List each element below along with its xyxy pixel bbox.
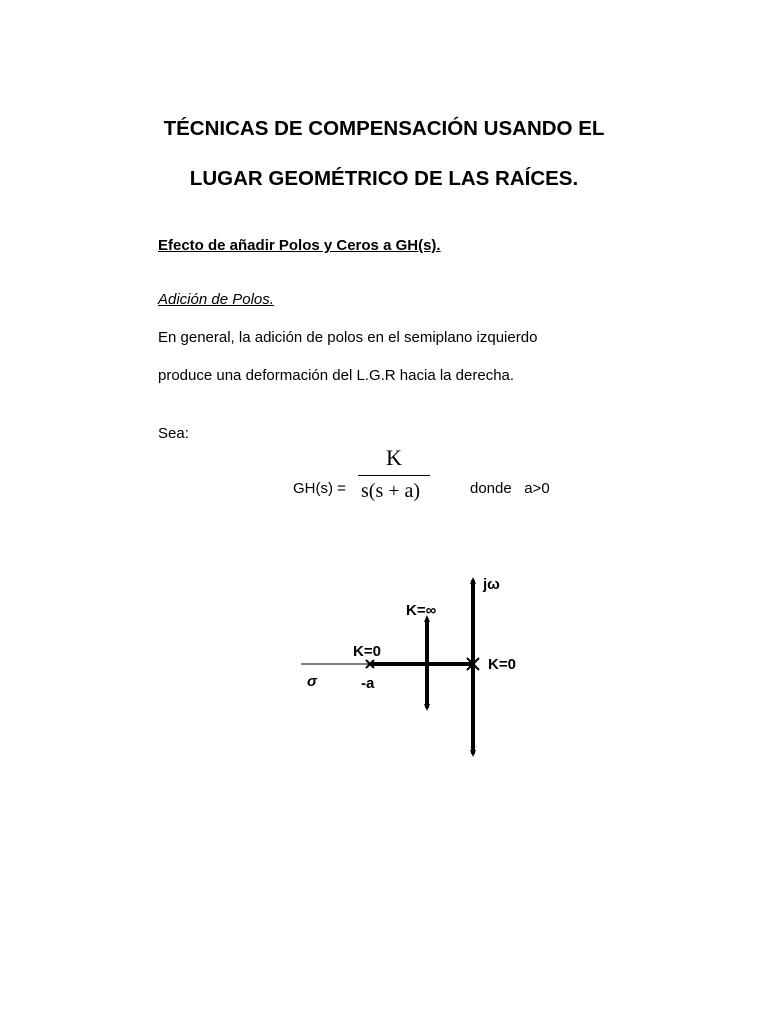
formula-condition: donde a>0 — [470, 480, 550, 497]
k-zero-right-label: K=0 — [488, 656, 516, 673]
pole-a-label: -a — [361, 675, 375, 692]
real-axis-label: σ — [307, 673, 317, 690]
title-line-2: LUGAR GEOMÉTRICO DE LAS RAÍCES. — [189, 167, 579, 190]
paragraph-line-2: produce una deformación del L.G.R hacia la derecha. — [158, 367, 515, 384]
formula-numerator: K — [386, 445, 402, 470]
formula-lhs: GH(s) = — [293, 480, 346, 497]
imag-axis-arrow-bottom — [470, 750, 476, 757]
subsection-heading: Adición de Polos. — [158, 291, 274, 308]
paragraph-line-1: En general, la adición de polos en el semiplano izquierdo — [158, 329, 538, 346]
branch-arrow-bottom — [424, 704, 430, 711]
formula-denominator: s(s + a) — [361, 480, 421, 502]
section-heading: Efecto de añadir Polos y Ceros a GH(s). — [158, 237, 441, 254]
imag-axis-label: jω — [483, 576, 500, 593]
k-zero-left-label: K=0 — [353, 643, 381, 660]
k-infinity-label: K=∞ — [406, 602, 437, 619]
imag-axis-arrow-top — [470, 577, 476, 584]
sea-label: Sea: — [158, 425, 189, 442]
title-line-1: TÉCNICAS DE COMPENSACIÓN USANDO EL — [163, 117, 605, 140]
